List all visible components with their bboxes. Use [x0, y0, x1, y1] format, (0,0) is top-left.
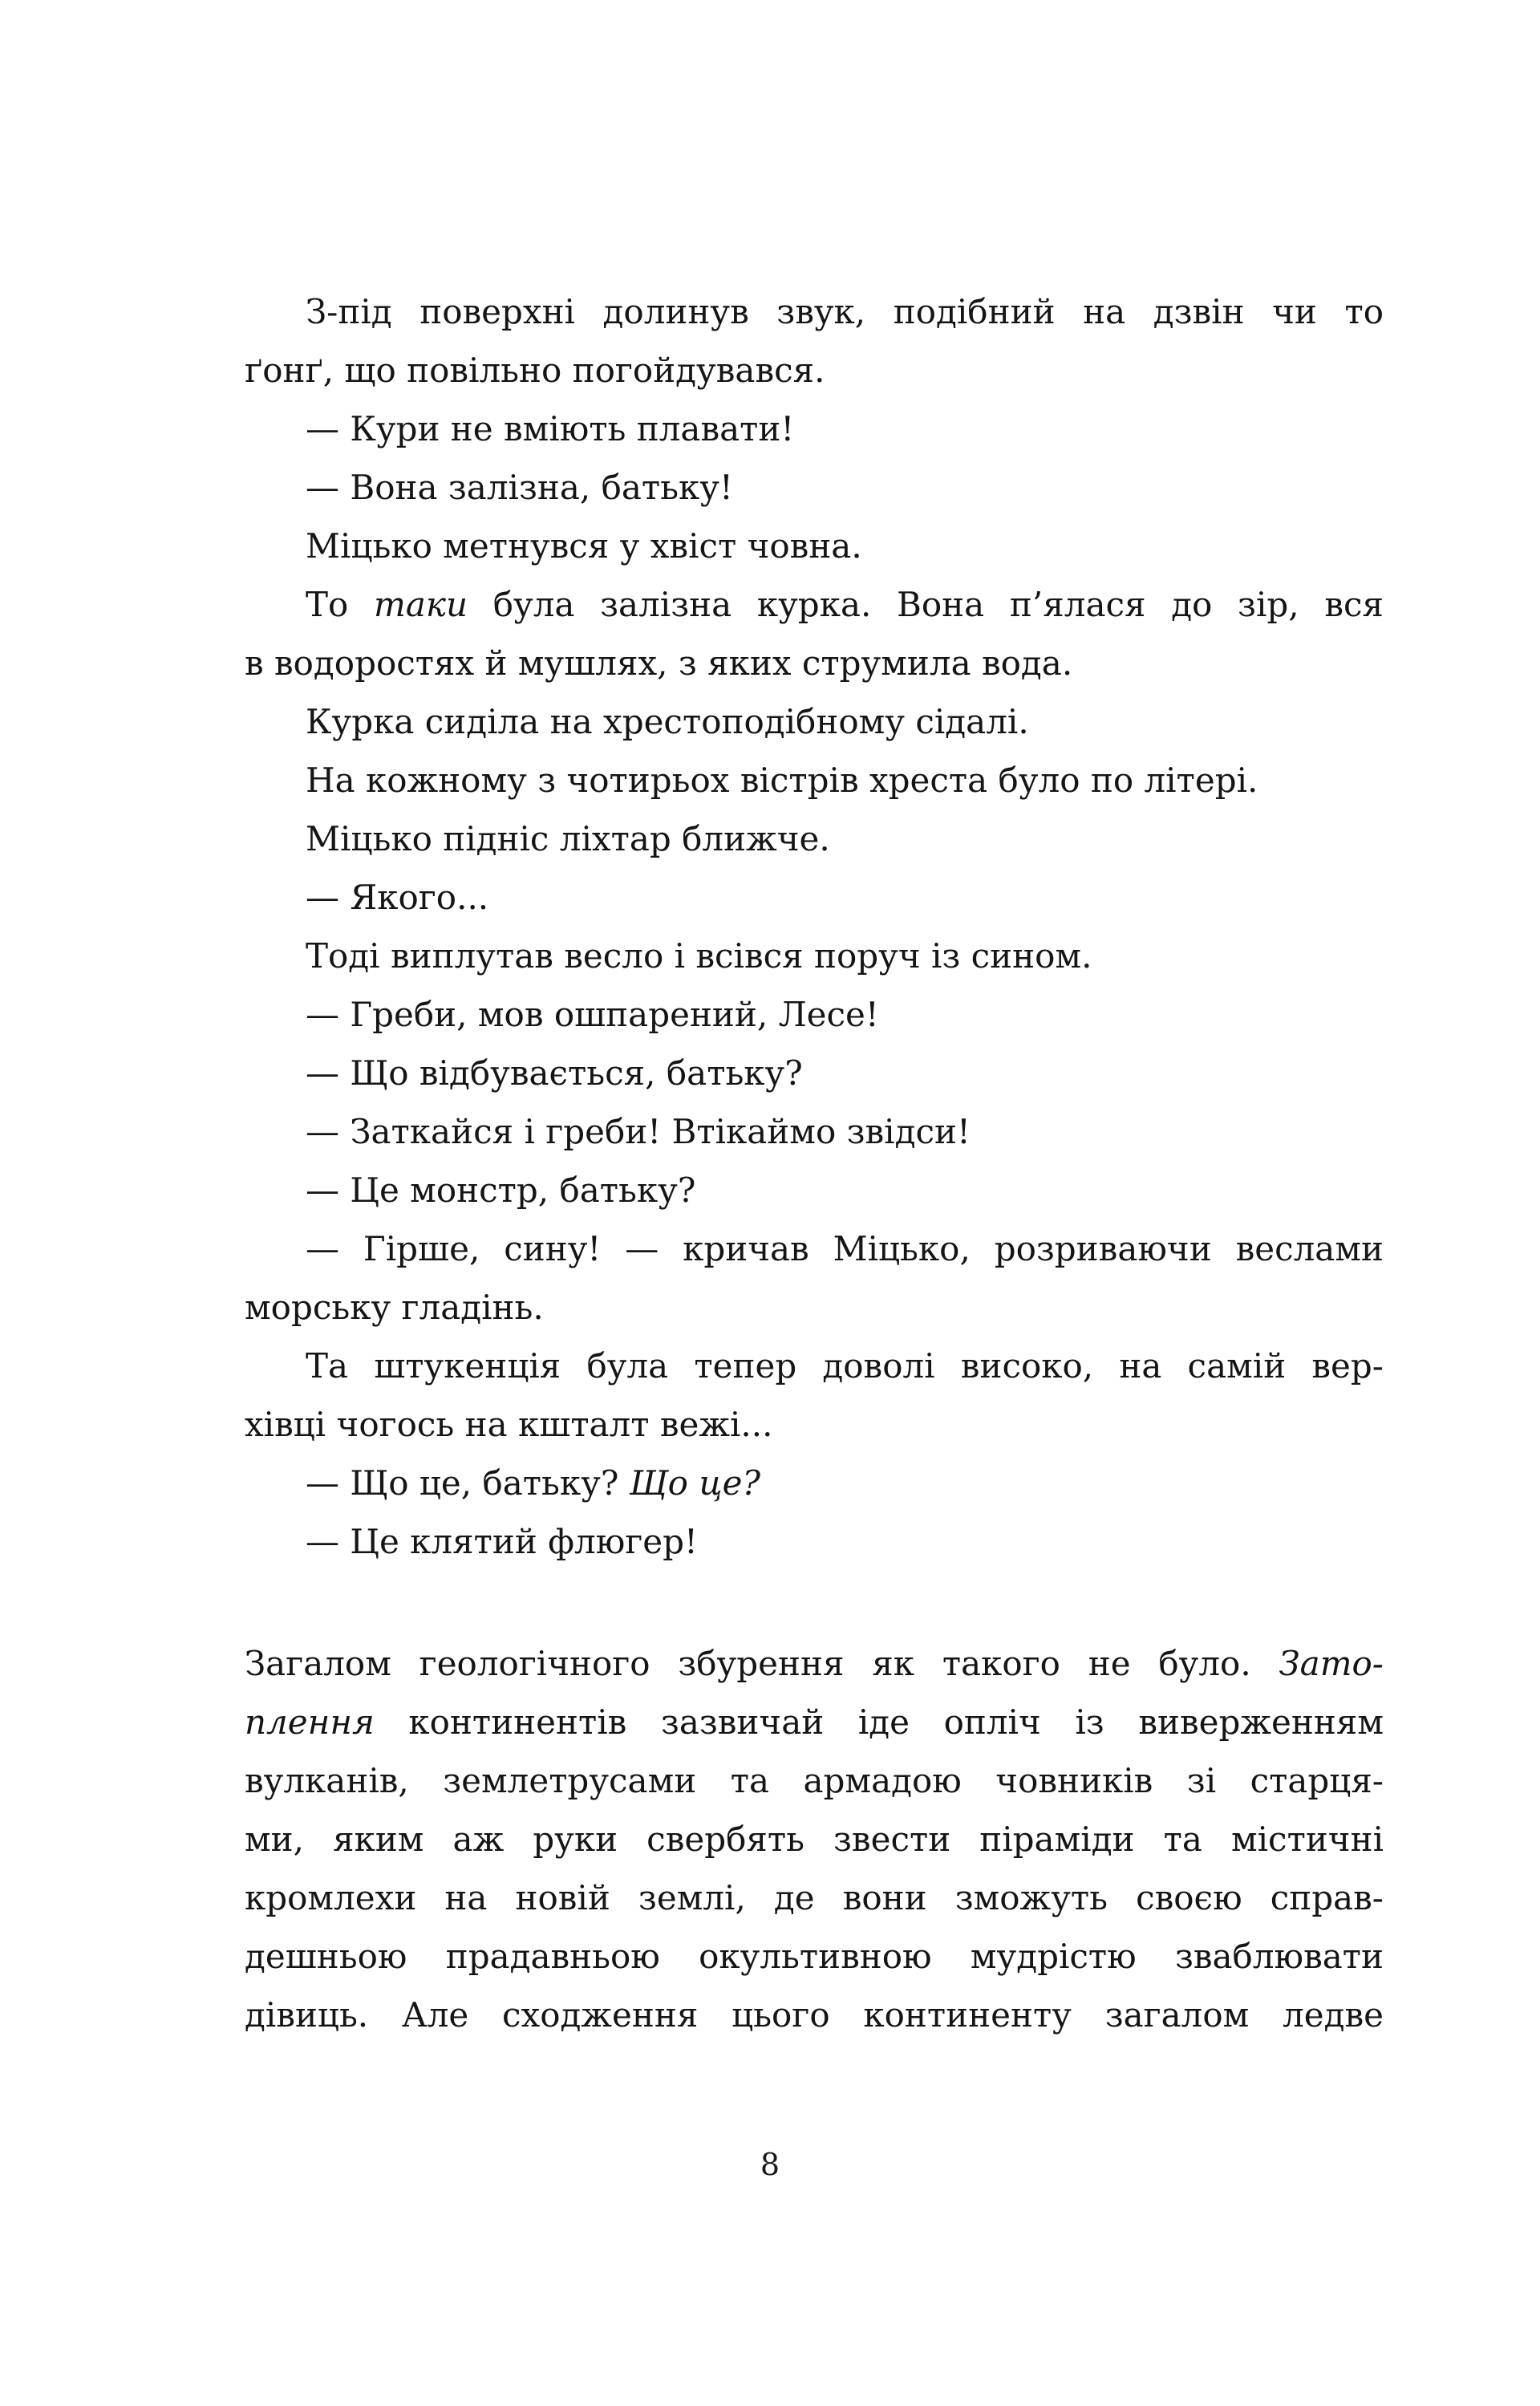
text-line: [245, 517, 1384, 575]
text-line: [245, 1868, 1384, 1927]
text-line: [245, 575, 1384, 634]
text-segment: хівці чогось на кшталт вежі...: [245, 1405, 773, 1444]
text-segment: в водоростях й мушлях, з яких струмила вода.: [245, 643, 1073, 683]
paragraph: [245, 458, 1384, 517]
text-segment: морську гладінь.: [245, 1288, 544, 1327]
paragraph: [245, 282, 1384, 400]
text-segment: дешньою прадавньою окультивною мудрістю зваблювати: [245, 1937, 1384, 1976]
text-line: [245, 1986, 1384, 2044]
text-segment: — Греби, мов ошпарений, Лесе!: [306, 995, 879, 1034]
paragraph: [245, 692, 1384, 751]
text-segment: То: [306, 585, 375, 624]
text-line: [245, 1044, 1384, 1102]
text-line: [245, 1454, 1384, 1512]
paragraph: [245, 1102, 1384, 1161]
text-segment: Міцько підніс ліхтар ближче.: [306, 819, 830, 858]
text-line: [245, 1693, 1384, 1751]
text-segment: — Що це, батьку?: [306, 1463, 630, 1503]
text-line: [245, 1512, 1384, 1571]
text-segment: ґонґ, що повільно погойдувався.: [245, 351, 825, 390]
paragraph: [245, 1634, 1384, 2044]
text-segment: — Якого...: [306, 878, 489, 917]
text-segment: — Гірше, сину! — кричав Міцько, розриваючи веслами: [306, 1229, 1384, 1268]
paragraph: [245, 575, 1384, 692]
text-segment: дівиць. Але сходження цього континенту загалом ледве: [245, 1995, 1384, 2035]
text-line: [245, 282, 1384, 341]
text-segment: вулканів, землетрусами та армадою човників зі старця-: [245, 1761, 1384, 1800]
text-segment: континентів зазвичай іде опліч із виверженням: [374, 1702, 1384, 1742]
text-line: [245, 1395, 1384, 1454]
text-line: [245, 985, 1384, 1044]
text-line: [245, 1751, 1384, 1810]
italic-text-segment: таки: [374, 585, 468, 624]
text-line: [245, 1102, 1384, 1161]
text-segment: ми, яким аж руки свербять звести піраміди та містичні: [245, 1820, 1384, 1859]
paragraph: [245, 517, 1384, 575]
text-line: [245, 692, 1384, 751]
text-segment: Курка сиділа на хрестоподібному сідалі.: [306, 702, 1029, 741]
paragraph: [245, 1512, 1384, 1571]
paragraph: [245, 809, 1384, 868]
text-segment: Та штукенція була тепер доволі високо, на самій вер-: [306, 1346, 1384, 1386]
text-line: [245, 1634, 1384, 1693]
paragraph: [245, 1044, 1384, 1102]
text-line: [245, 1337, 1384, 1395]
italic-text-segment: Зато-: [1279, 1644, 1384, 1683]
text-line: [245, 1219, 1384, 1278]
text-line: [245, 868, 1384, 927]
text-segment: — Що відбувається, батьку?: [306, 1053, 803, 1093]
paragraph: [245, 1161, 1384, 1219]
paragraph: [245, 1337, 1384, 1454]
page-number: 8: [760, 2147, 780, 2182]
italic-text-segment: Що це?: [629, 1463, 760, 1503]
text-segment: — Заткайся і греби! Втікаймо звідси!: [306, 1112, 971, 1151]
text-segment: — Вона залізна, батьку!: [306, 468, 733, 507]
text-line: [245, 400, 1384, 458]
text-line: [245, 927, 1384, 985]
paragraph: [245, 1219, 1384, 1337]
text-segment: З-під поверхні долинув звук, подібний на дзвін чи то: [306, 292, 1384, 331]
paragraph: [245, 400, 1384, 458]
text-segment: Загалом геологічного збурення як такого не було.: [245, 1644, 1279, 1683]
paragraph: [245, 868, 1384, 927]
text-block: [245, 282, 1384, 2044]
text-line: [245, 458, 1384, 517]
text-segment: була залізна курка. Вона п’ялася до зір, вся: [468, 585, 1384, 624]
text-segment: — Це монстр, батьку?: [306, 1171, 696, 1210]
paragraph: [245, 1454, 1384, 1512]
text-segment: — Це клятий флюгер!: [306, 1522, 698, 1561]
text-line: [245, 751, 1384, 809]
text-line: [245, 1810, 1384, 1868]
text-segment: Тоді виплутав весло і всівся поруч із сином.: [306, 936, 1092, 976]
text-segment: — Кури не вміють плавати!: [306, 409, 795, 448]
text-segment: кромлехи на новій землі, де вони зможуть своєю справ-: [245, 1878, 1384, 1917]
text-segment: На кожному з чотирьох вістрів хреста було по літері.: [306, 761, 1258, 800]
paragraph: [245, 751, 1384, 809]
text-line: [245, 809, 1384, 868]
text-line: [245, 1927, 1384, 1986]
text-line: [245, 1161, 1384, 1219]
paragraph: [245, 927, 1384, 985]
text-segment: Міцько метнувся у хвіст човна.: [306, 526, 862, 566]
text-line: [245, 634, 1384, 692]
text-line: [245, 1278, 1384, 1337]
paragraph: [245, 985, 1384, 1044]
italic-text-segment: плення: [245, 1702, 375, 1742]
text-line: [245, 341, 1384, 400]
